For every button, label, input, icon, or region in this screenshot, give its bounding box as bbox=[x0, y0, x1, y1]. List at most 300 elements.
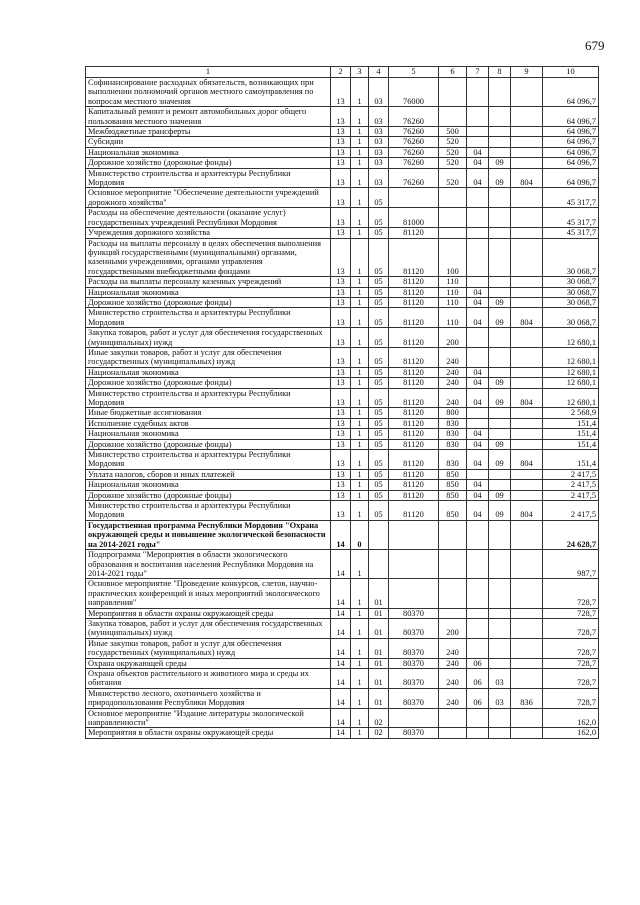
row-expense-type-cell: 240 bbox=[439, 688, 467, 708]
row-ministry-cell bbox=[511, 228, 543, 238]
row-measure-cell: 05 bbox=[369, 297, 389, 307]
row-name-cell: Иные бюджетные ассигнования bbox=[86, 408, 331, 418]
row-name-cell: Министерство строительства и архитектуры Республики Мордовия bbox=[86, 388, 331, 408]
row-direction-cell bbox=[389, 579, 439, 608]
row-section-cell bbox=[467, 520, 489, 549]
row-direction-cell: 80370 bbox=[389, 618, 439, 638]
row-ministry-cell bbox=[511, 618, 543, 638]
table-row bbox=[86, 520, 599, 549]
column-header: 4 bbox=[369, 67, 389, 78]
row-ministry-cell bbox=[511, 238, 543, 277]
row-name-cell: Расходы на выплаты персоналу в целях обеспечения выполнения функций государственными (муниципальными) органами, казенными учреждениями, органами управления государственными внебюджетными фондами bbox=[86, 238, 331, 277]
row-direction-cell: 80370 bbox=[389, 668, 439, 688]
row-amount-cell: 728,7 bbox=[543, 608, 599, 618]
row-section-cell bbox=[467, 708, 489, 728]
table-row bbox=[86, 579, 599, 608]
row-expense-type-cell: 520 bbox=[439, 168, 467, 188]
row-subsection-cell bbox=[489, 287, 511, 297]
row-subsection-cell bbox=[489, 367, 511, 377]
row-ministry-cell bbox=[511, 127, 543, 137]
row-expense-type-cell: 830 bbox=[439, 439, 467, 449]
row-section-cell: 04 bbox=[467, 308, 489, 328]
row-program-cell: 14 bbox=[331, 608, 351, 618]
row-expense-type-cell: 200 bbox=[439, 618, 467, 638]
row-direction-cell: 81120 bbox=[389, 429, 439, 439]
row-section-cell bbox=[467, 208, 489, 228]
table-row bbox=[86, 388, 599, 408]
row-section-cell bbox=[467, 188, 489, 208]
row-subsection-cell bbox=[489, 429, 511, 439]
row-ministry-cell bbox=[511, 480, 543, 490]
row-name-cell: Исполнение судебных актов bbox=[86, 418, 331, 428]
row-ministry-cell bbox=[511, 728, 543, 738]
row-section-cell bbox=[467, 418, 489, 428]
table-body bbox=[86, 78, 599, 739]
row-expense-type-cell bbox=[439, 608, 467, 618]
row-direction-cell: 76260 bbox=[389, 147, 439, 157]
column-header: 5 bbox=[389, 67, 439, 78]
row-program-cell: 14 bbox=[331, 579, 351, 608]
row-subsection-cell: 09 bbox=[489, 378, 511, 388]
table-row bbox=[86, 439, 599, 449]
row-amount-cell: 2 568,9 bbox=[543, 408, 599, 418]
row-subprogram-cell: 1 bbox=[351, 188, 369, 208]
row-measure-cell: 05 bbox=[369, 490, 389, 500]
row-direction-cell bbox=[389, 520, 439, 549]
row-direction-cell: 81120 bbox=[389, 347, 439, 367]
row-subsection-cell bbox=[489, 208, 511, 228]
row-measure-cell: 05 bbox=[369, 277, 389, 287]
row-name-cell: Расходы на обеспечение деятельности (оказание услуг) государственных учреждений Республики Мордовия bbox=[86, 208, 331, 228]
row-name-cell: Субсидии bbox=[86, 137, 331, 147]
row-subprogram-cell: 1 bbox=[351, 137, 369, 147]
row-subsection-cell bbox=[489, 127, 511, 137]
table-row bbox=[86, 328, 599, 348]
row-section-cell: 04 bbox=[467, 168, 489, 188]
row-direction-cell: 81120 bbox=[389, 501, 439, 521]
row-direction-cell bbox=[389, 188, 439, 208]
row-section-cell bbox=[467, 78, 489, 107]
row-expense-type-cell bbox=[439, 78, 467, 107]
row-amount-cell: 151,4 bbox=[543, 439, 599, 449]
row-expense-type-cell bbox=[439, 208, 467, 228]
table-row bbox=[86, 228, 599, 238]
row-amount-cell: 12 680,1 bbox=[543, 328, 599, 348]
row-ministry-cell bbox=[511, 469, 543, 479]
row-section-cell bbox=[467, 618, 489, 638]
row-program-cell: 14 bbox=[331, 520, 351, 549]
row-subsection-cell bbox=[489, 347, 511, 367]
row-measure-cell: 01 bbox=[369, 638, 389, 658]
row-name-cell: Софинансирование расходных обязательств, возникающих при выполнении полномочий органов местного самоуправления по вопросам местного значения bbox=[86, 78, 331, 107]
row-expense-type-cell: 110 bbox=[439, 308, 467, 328]
row-measure-cell: 05 bbox=[369, 208, 389, 228]
row-program-cell: 13 bbox=[331, 137, 351, 147]
row-subprogram-cell: 1 bbox=[351, 408, 369, 418]
row-section-cell bbox=[467, 107, 489, 127]
table-row bbox=[86, 490, 599, 500]
row-name-cell: Дорожное хозяйство (дорожные фонды) bbox=[86, 378, 331, 388]
row-program-cell: 14 bbox=[331, 708, 351, 728]
row-amount-cell: 162,0 bbox=[543, 708, 599, 728]
row-ministry-cell: 804 bbox=[511, 388, 543, 408]
table-row bbox=[86, 480, 599, 490]
row-measure-cell: 03 bbox=[369, 78, 389, 107]
row-direction-cell bbox=[389, 550, 439, 579]
row-ministry-cell: 804 bbox=[511, 308, 543, 328]
row-subprogram-cell: 1 bbox=[351, 378, 369, 388]
row-subsection-cell: 09 bbox=[489, 490, 511, 500]
row-ministry-cell bbox=[511, 188, 543, 208]
row-program-cell: 13 bbox=[331, 480, 351, 490]
row-program-cell: 13 bbox=[331, 158, 351, 168]
row-subprogram-cell: 1 bbox=[351, 78, 369, 107]
row-expense-type-cell bbox=[439, 708, 467, 728]
row-measure-cell: 02 bbox=[369, 728, 389, 738]
row-amount-cell: 64 096,7 bbox=[543, 168, 599, 188]
row-ministry-cell bbox=[511, 418, 543, 428]
row-amount-cell: 728,7 bbox=[543, 658, 599, 668]
row-amount-cell: 12 680,1 bbox=[543, 347, 599, 367]
table-row bbox=[86, 638, 599, 658]
row-program-cell: 13 bbox=[331, 78, 351, 107]
table-row bbox=[86, 378, 599, 388]
row-amount-cell: 30 068,7 bbox=[543, 277, 599, 287]
row-subprogram-cell: 1 bbox=[351, 388, 369, 408]
row-name-cell: Национальная экономика bbox=[86, 429, 331, 439]
row-expense-type-cell bbox=[439, 520, 467, 549]
row-name-cell: Министерство строительства и архитектуры Республики Мордовия bbox=[86, 168, 331, 188]
row-section-cell: 04 bbox=[467, 388, 489, 408]
row-subsection-cell bbox=[489, 618, 511, 638]
row-name-cell: Государственная программа Республики Мордовия "Охрана окружающей среды и повышение экологической безопасности на 2014-2021 годы" bbox=[86, 520, 331, 549]
row-subprogram-cell: 1 bbox=[351, 297, 369, 307]
row-amount-cell: 45 317,7 bbox=[543, 228, 599, 238]
row-expense-type-cell: 830 bbox=[439, 429, 467, 439]
row-expense-type-cell: 850 bbox=[439, 490, 467, 500]
row-subprogram-cell: 1 bbox=[351, 608, 369, 618]
row-section-cell bbox=[467, 328, 489, 348]
row-name-cell: Иные закупки товаров, работ и услуг для обеспечения государственных (муниципальных) нужд bbox=[86, 347, 331, 367]
row-program-cell: 14 bbox=[331, 618, 351, 638]
row-direction-cell: 81120 bbox=[389, 328, 439, 348]
row-program-cell: 13 bbox=[331, 127, 351, 137]
row-amount-cell: 2 417,5 bbox=[543, 501, 599, 521]
row-section-cell bbox=[467, 469, 489, 479]
row-program-cell: 13 bbox=[331, 328, 351, 348]
row-direction-cell: 81120 bbox=[389, 228, 439, 238]
row-amount-cell: 12 680,1 bbox=[543, 378, 599, 388]
row-measure-cell: 05 bbox=[369, 188, 389, 208]
row-amount-cell: 2 417,5 bbox=[543, 480, 599, 490]
row-subprogram-cell: 1 bbox=[351, 308, 369, 328]
row-measure-cell: 01 bbox=[369, 668, 389, 688]
row-amount-cell: 728,7 bbox=[543, 638, 599, 658]
row-program-cell: 14 bbox=[331, 550, 351, 579]
row-subprogram-cell: 1 bbox=[351, 618, 369, 638]
row-section-cell: 04 bbox=[467, 287, 489, 297]
row-measure-cell: 01 bbox=[369, 688, 389, 708]
row-direction-cell: 81120 bbox=[389, 450, 439, 470]
row-name-cell: Подпрограмма "Мероприятия в области экологического образования и воспитания населения Республики Мордовия на 2014-2021 годы" bbox=[86, 550, 331, 579]
table-row bbox=[86, 78, 599, 107]
row-section-cell: 04 bbox=[467, 501, 489, 521]
row-subsection-cell bbox=[489, 728, 511, 738]
table-row bbox=[86, 618, 599, 638]
row-expense-type-cell: 240 bbox=[439, 367, 467, 377]
row-subprogram-cell: 1 bbox=[351, 158, 369, 168]
table-row bbox=[86, 658, 599, 668]
row-program-cell: 13 bbox=[331, 287, 351, 297]
table-row bbox=[86, 188, 599, 208]
row-section-cell: 06 bbox=[467, 658, 489, 668]
row-ministry-cell bbox=[511, 608, 543, 618]
row-amount-cell: 151,4 bbox=[543, 450, 599, 470]
row-subprogram-cell: 1 bbox=[351, 439, 369, 449]
row-program-cell: 14 bbox=[331, 658, 351, 668]
table-row bbox=[86, 668, 599, 688]
row-subsection-cell bbox=[489, 277, 511, 287]
row-direction-cell: 81120 bbox=[389, 367, 439, 377]
row-section-cell bbox=[467, 608, 489, 618]
row-subsection-cell bbox=[489, 708, 511, 728]
row-expense-type-cell: 850 bbox=[439, 480, 467, 490]
row-direction-cell: 81120 bbox=[389, 297, 439, 307]
row-amount-cell: 2 417,5 bbox=[543, 469, 599, 479]
row-program-cell: 13 bbox=[331, 188, 351, 208]
row-section-cell bbox=[467, 228, 489, 238]
row-program-cell: 13 bbox=[331, 439, 351, 449]
row-section-cell bbox=[467, 638, 489, 658]
row-ministry-cell: 804 bbox=[511, 168, 543, 188]
row-name-cell: Министерство строительства и архитектуры Республики Мордовия bbox=[86, 450, 331, 470]
row-ministry-cell bbox=[511, 378, 543, 388]
row-amount-cell: 151,4 bbox=[543, 418, 599, 428]
row-section-cell bbox=[467, 277, 489, 287]
row-expense-type-cell: 500 bbox=[439, 127, 467, 137]
row-subprogram-cell: 1 bbox=[351, 469, 369, 479]
row-program-cell: 13 bbox=[331, 147, 351, 157]
row-direction-cell: 80370 bbox=[389, 688, 439, 708]
row-section-cell: 04 bbox=[467, 439, 489, 449]
row-program-cell: 13 bbox=[331, 297, 351, 307]
row-subsection-cell: 03 bbox=[489, 668, 511, 688]
table-row bbox=[86, 107, 599, 127]
row-ministry-cell bbox=[511, 520, 543, 549]
table-row bbox=[86, 608, 599, 618]
row-ministry-cell: 836 bbox=[511, 688, 543, 708]
table-header-row bbox=[86, 67, 599, 78]
row-expense-type-cell: 240 bbox=[439, 638, 467, 658]
row-section-cell bbox=[467, 127, 489, 137]
row-name-cell: Иные закупки товаров, работ и услуг для обеспечения государственных (муниципальных) нужд bbox=[86, 638, 331, 658]
table-row bbox=[86, 308, 599, 328]
row-subprogram-cell: 1 bbox=[351, 147, 369, 157]
row-subprogram-cell: 1 bbox=[351, 490, 369, 500]
row-subsection-cell bbox=[489, 328, 511, 348]
row-subsection-cell bbox=[489, 228, 511, 238]
row-direction-cell: 76260 bbox=[389, 137, 439, 147]
row-expense-type-cell: 850 bbox=[439, 501, 467, 521]
table-row bbox=[86, 450, 599, 470]
row-expense-type-cell: 110 bbox=[439, 277, 467, 287]
row-subprogram-cell: 1 bbox=[351, 418, 369, 428]
column-header: 8 bbox=[489, 67, 511, 78]
row-amount-cell: 24 628,7 bbox=[543, 520, 599, 549]
table-row bbox=[86, 127, 599, 137]
table-row bbox=[86, 297, 599, 307]
row-ministry-cell bbox=[511, 638, 543, 658]
row-subsection-cell bbox=[489, 550, 511, 579]
row-subsection-cell bbox=[489, 238, 511, 277]
row-direction-cell: 81120 bbox=[389, 439, 439, 449]
row-subprogram-cell: 1 bbox=[351, 638, 369, 658]
row-direction-cell: 80370 bbox=[389, 638, 439, 658]
row-measure-cell bbox=[369, 550, 389, 579]
row-ministry-cell bbox=[511, 429, 543, 439]
row-measure-cell: 05 bbox=[369, 308, 389, 328]
row-program-cell: 13 bbox=[331, 450, 351, 470]
row-program-cell: 13 bbox=[331, 501, 351, 521]
table-row bbox=[86, 728, 599, 738]
column-header: 6 bbox=[439, 67, 467, 78]
row-direction-cell: 81120 bbox=[389, 308, 439, 328]
row-ministry-cell bbox=[511, 158, 543, 168]
row-name-cell: Закупка товаров, работ и услуг для обеспечения государственных (муниципальных) нужд bbox=[86, 618, 331, 638]
row-direction-cell: 76260 bbox=[389, 127, 439, 137]
row-expense-type-cell bbox=[439, 728, 467, 738]
row-program-cell: 13 bbox=[331, 388, 351, 408]
row-program-cell: 13 bbox=[331, 238, 351, 277]
row-measure-cell: 01 bbox=[369, 658, 389, 668]
row-section-cell: 06 bbox=[467, 668, 489, 688]
table-row bbox=[86, 501, 599, 521]
table-row bbox=[86, 158, 599, 168]
row-direction-cell: 80370 bbox=[389, 608, 439, 618]
row-ministry-cell bbox=[511, 408, 543, 418]
row-amount-cell: 45 317,7 bbox=[543, 188, 599, 208]
row-expense-type-cell: 100 bbox=[439, 238, 467, 277]
row-section-cell bbox=[467, 238, 489, 277]
row-amount-cell: 64 096,7 bbox=[543, 78, 599, 107]
row-name-cell: Национальная экономика bbox=[86, 287, 331, 297]
row-direction-cell: 81120 bbox=[389, 287, 439, 297]
row-name-cell: Межбюджетные трансферты bbox=[86, 127, 331, 137]
row-section-cell: 04 bbox=[467, 147, 489, 157]
row-subprogram-cell: 1 bbox=[351, 107, 369, 127]
row-subsection-cell bbox=[489, 188, 511, 208]
row-section-cell: 04 bbox=[467, 378, 489, 388]
row-ministry-cell bbox=[511, 668, 543, 688]
row-subsection-cell: 09 bbox=[489, 168, 511, 188]
row-measure-cell: 05 bbox=[369, 480, 389, 490]
table-row bbox=[86, 208, 599, 228]
row-subprogram-cell: 1 bbox=[351, 429, 369, 439]
row-subsection-cell bbox=[489, 418, 511, 428]
row-ministry-cell bbox=[511, 277, 543, 287]
row-ministry-cell bbox=[511, 328, 543, 348]
row-measure-cell: 05 bbox=[369, 388, 389, 408]
row-section-cell: 04 bbox=[467, 429, 489, 439]
table-row bbox=[86, 408, 599, 418]
row-subprogram-cell: 1 bbox=[351, 501, 369, 521]
row-measure-cell: 03 bbox=[369, 158, 389, 168]
row-program-cell: 13 bbox=[331, 228, 351, 238]
row-expense-type-cell: 240 bbox=[439, 668, 467, 688]
row-expense-type-cell: 520 bbox=[439, 147, 467, 157]
row-ministry-cell bbox=[511, 347, 543, 367]
row-section-cell: 04 bbox=[467, 367, 489, 377]
row-subsection-cell bbox=[489, 107, 511, 127]
row-subprogram-cell: 1 bbox=[351, 688, 369, 708]
row-program-cell: 14 bbox=[331, 688, 351, 708]
row-measure-cell: 05 bbox=[369, 418, 389, 428]
row-program-cell: 14 bbox=[331, 638, 351, 658]
row-ministry-cell: 804 bbox=[511, 501, 543, 521]
row-direction-cell: 76000 bbox=[389, 78, 439, 107]
page-number: 679 bbox=[585, 38, 605, 53]
row-subsection-cell bbox=[489, 520, 511, 549]
row-subprogram-cell: 1 bbox=[351, 347, 369, 367]
row-name-cell: Национальная экономика bbox=[86, 480, 331, 490]
budget-table bbox=[85, 66, 599, 739]
row-name-cell: Мероприятия в области охраны окружающей среды bbox=[86, 608, 331, 618]
row-direction-cell: 81120 bbox=[389, 277, 439, 287]
row-program-cell: 13 bbox=[331, 107, 351, 127]
row-direction-cell: 80370 bbox=[389, 658, 439, 668]
row-subsection-cell bbox=[489, 480, 511, 490]
row-section-cell: 04 bbox=[467, 158, 489, 168]
row-measure-cell: 02 bbox=[369, 708, 389, 728]
table-row bbox=[86, 168, 599, 188]
row-measure-cell: 05 bbox=[369, 501, 389, 521]
row-amount-cell: 151,4 bbox=[543, 429, 599, 439]
column-header: 9 bbox=[511, 67, 543, 78]
row-measure-cell bbox=[369, 520, 389, 549]
row-subsection-cell bbox=[489, 147, 511, 157]
row-program-cell: 13 bbox=[331, 429, 351, 439]
row-amount-cell: 64 096,7 bbox=[543, 147, 599, 157]
row-ministry-cell bbox=[511, 658, 543, 668]
row-measure-cell: 03 bbox=[369, 107, 389, 127]
row-ministry-cell bbox=[511, 147, 543, 157]
row-ministry-cell bbox=[511, 137, 543, 147]
row-expense-type-cell: 110 bbox=[439, 297, 467, 307]
row-measure-cell: 05 bbox=[369, 469, 389, 479]
row-name-cell: Дорожное хозяйство (дорожные фонды) bbox=[86, 297, 331, 307]
row-amount-cell: 30 068,7 bbox=[543, 308, 599, 328]
row-measure-cell: 03 bbox=[369, 147, 389, 157]
row-section-cell: 04 bbox=[467, 450, 489, 470]
row-amount-cell: 64 096,7 bbox=[543, 107, 599, 127]
row-name-cell: Основное мероприятие "Издание литературы экологической направленности" bbox=[86, 708, 331, 728]
row-subprogram-cell: 1 bbox=[351, 480, 369, 490]
row-name-cell: Министерство строительства и архитектуры Республики Мордовия bbox=[86, 308, 331, 328]
row-subprogram-cell: 1 bbox=[351, 668, 369, 688]
row-expense-type-cell: 520 bbox=[439, 158, 467, 168]
row-ministry-cell bbox=[511, 579, 543, 608]
row-program-cell: 13 bbox=[331, 418, 351, 428]
row-program-cell: 14 bbox=[331, 668, 351, 688]
row-expense-type-cell: 240 bbox=[439, 347, 467, 367]
row-section-cell bbox=[467, 550, 489, 579]
row-measure-cell: 03 bbox=[369, 168, 389, 188]
row-name-cell: Охрана объектов растительного и животного мира и среды их обитания bbox=[86, 668, 331, 688]
row-expense-type-cell: 240 bbox=[439, 378, 467, 388]
row-name-cell: Дорожное хозяйство (дорожные фонды) bbox=[86, 158, 331, 168]
table-row bbox=[86, 550, 599, 579]
row-name-cell: Национальная экономика bbox=[86, 367, 331, 377]
